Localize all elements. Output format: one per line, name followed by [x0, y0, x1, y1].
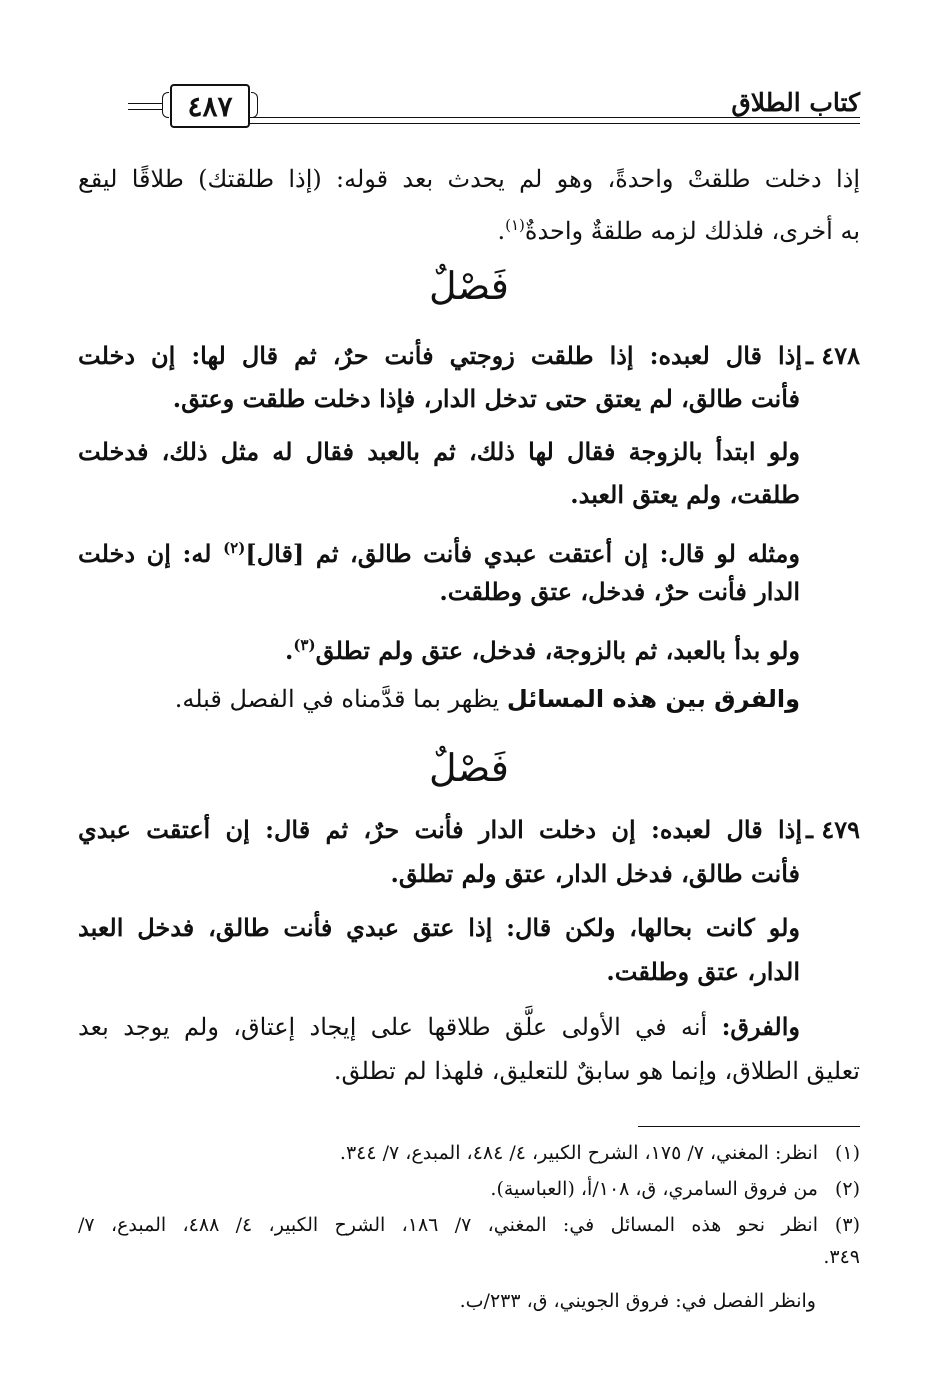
footnote-3 — [78, 1208, 860, 1242]
footnote-3-text: انظر نحو هذه المسائل في: المغني، ٧/ ١٨٦، الشرح الكبير، ٤/ ٤٨٨، المبدع، ٧/ — [78, 1214, 818, 1236]
s2p2-text-1: ولو كانت بحالها، ولكن قال: إذا عتق عبدي فأنت طالق، فدخل العبد — [78, 913, 800, 942]
footnote-3-text-2: ٣٤٩. — [823, 1246, 860, 1268]
section1-p5 — [175, 678, 800, 721]
footnote-separator — [638, 1126, 860, 1127]
footnote-4-text: وانظر الفصل في: فروق الجويني، ق، ٢٣٣/ب. — [459, 1290, 816, 1312]
section-heading-1: فَصْلٌ — [429, 264, 509, 308]
page-number: ٤٨٧ — [187, 89, 233, 123]
s1p3-text-2: الدار فأنت حرٌ، فدخل، عتق وطلقت. — [439, 577, 800, 606]
footnote-3-continued — [78, 1240, 860, 1274]
item-number-479: ٤٧٩ ـ — [805, 815, 860, 844]
intro-text-2: به أخرى، فلذلك لزمه طلقةٌ واحدةٌ — [524, 217, 860, 245]
running-header-title: كتاب الطلاق — [731, 88, 860, 117]
section2-p2-line2 — [606, 950, 800, 993]
footnote-3-number: (٣) — [834, 1214, 860, 1236]
footnote-ref-3[interactable]: (٣) — [293, 636, 316, 654]
section2-item-number — [806, 808, 860, 851]
intro-end: . — [497, 217, 506, 245]
section1-p3-line1 — [78, 527, 800, 575]
header-rule-bottom — [250, 123, 860, 124]
s1p5-bold: والفرق بين هذه المسائل — [506, 685, 800, 713]
s1p3-text-a: ومثله لو قال: إن أعتقت عبدي فأنت طالق، ثم [قال] — [245, 539, 800, 568]
s1p2-text-1: ولو ابتدأ بالزوجة فقال لها ذلك، ثم بالعبد فقال له مثل ذلك، فدخلت — [78, 437, 800, 466]
header-rule-left-bottom — [128, 109, 162, 110]
section1-p3-line2 — [439, 570, 800, 613]
section2-p3-line2 — [334, 1050, 860, 1093]
s2p1-text-1: إذا قال لعبده: إن دخلت الدار فأنت حرٌ، ثم قال: إن أعتقت عبدي — [78, 815, 802, 844]
intro-line-1 — [78, 158, 860, 201]
s1p3-text-b: له: إن دخلت — [78, 539, 224, 568]
section1-p1-line1 — [78, 334, 802, 377]
section1-p2-line1 — [78, 430, 800, 473]
section2-p1-line2 — [391, 852, 800, 895]
section2-p1-line1 — [78, 808, 802, 851]
section1-item-number — [806, 334, 860, 377]
section-heading-2: فَصْلٌ — [429, 746, 509, 790]
footnote-2-number: (٢) — [834, 1178, 860, 1200]
s1p5-rest: يظهر بما قدَّمناه في الفصل قبله. — [174, 685, 507, 713]
s1p1-text-1: إذا قال لعبده: إذا طلقت زوجتي فأنت حرٌ، ثم قال لها: إن دخلت — [78, 341, 802, 370]
section2-p2-line1 — [78, 906, 800, 949]
footnote-1-number: (١) — [834, 1142, 860, 1164]
item-number-478: ٤٧٨ ـ — [805, 341, 860, 370]
section1-p2-line2 — [570, 473, 800, 516]
s1p4-text: ولو بدأ بالعبد، ثم بالزوجة، فدخل، عتق ولم تطلق — [315, 636, 800, 665]
s2p3-text-2: تعليق الطلاق، وإنما هو سابقٌ للتعليق، فلهذا لم تطلق. — [333, 1057, 860, 1085]
section2-p3-line1 — [78, 1005, 800, 1049]
header-rule-top — [250, 117, 860, 118]
footnote-4 — [78, 1284, 816, 1318]
footnote-ref-1[interactable]: (١) — [505, 216, 525, 234]
section1-p1-line2 — [173, 377, 800, 420]
s2p2-text-2: الدار، عتق وطلقت. — [606, 957, 800, 986]
footnote-2-text: من فروق السامري، ق، ١٠٨/أ، (العباسية). — [490, 1178, 818, 1200]
intro-line-2 — [497, 204, 860, 253]
footnote-1-text: انظر: المغني، ٧/ ١٧٥، الشرح الكبير، ٤/ ٤٨٤، المبدع، ٧/ ٣٤٤. — [339, 1142, 818, 1164]
s2p3-bold: والفرق: — [721, 1012, 800, 1041]
page-number-frame — [170, 84, 250, 128]
footnote-1 — [78, 1136, 860, 1170]
section1-p4 — [285, 624, 800, 672]
s1p4-end: . — [284, 636, 294, 665]
intro-text-1: إذا دخلت طلقتْ واحدةً، وهو لم يحدث بعد قوله: (إذا طلقتك) طلاقًا ليقع — [78, 165, 860, 193]
s1p2-text-2: طلقت، ولم يعتق العبد. — [570, 480, 800, 509]
footnote-ref-2[interactable]: (٢) — [223, 539, 246, 557]
s1p1-text-2: فأنت طالق، لم يعتق حتى تدخل الدار، فإذا دخلت طلقت وعتق. — [172, 384, 800, 413]
s2p3-text-1: أنه في الأولى علَّق طلاقها على إيجاد إعتاق، ولم يوجد بعد — [78, 1013, 722, 1041]
footnote-2 — [78, 1172, 860, 1206]
s2p1-text-2: فأنت طالق، فدخل الدار، عتق ولم تطلق. — [390, 859, 800, 888]
header-rule-left-top — [128, 103, 162, 104]
